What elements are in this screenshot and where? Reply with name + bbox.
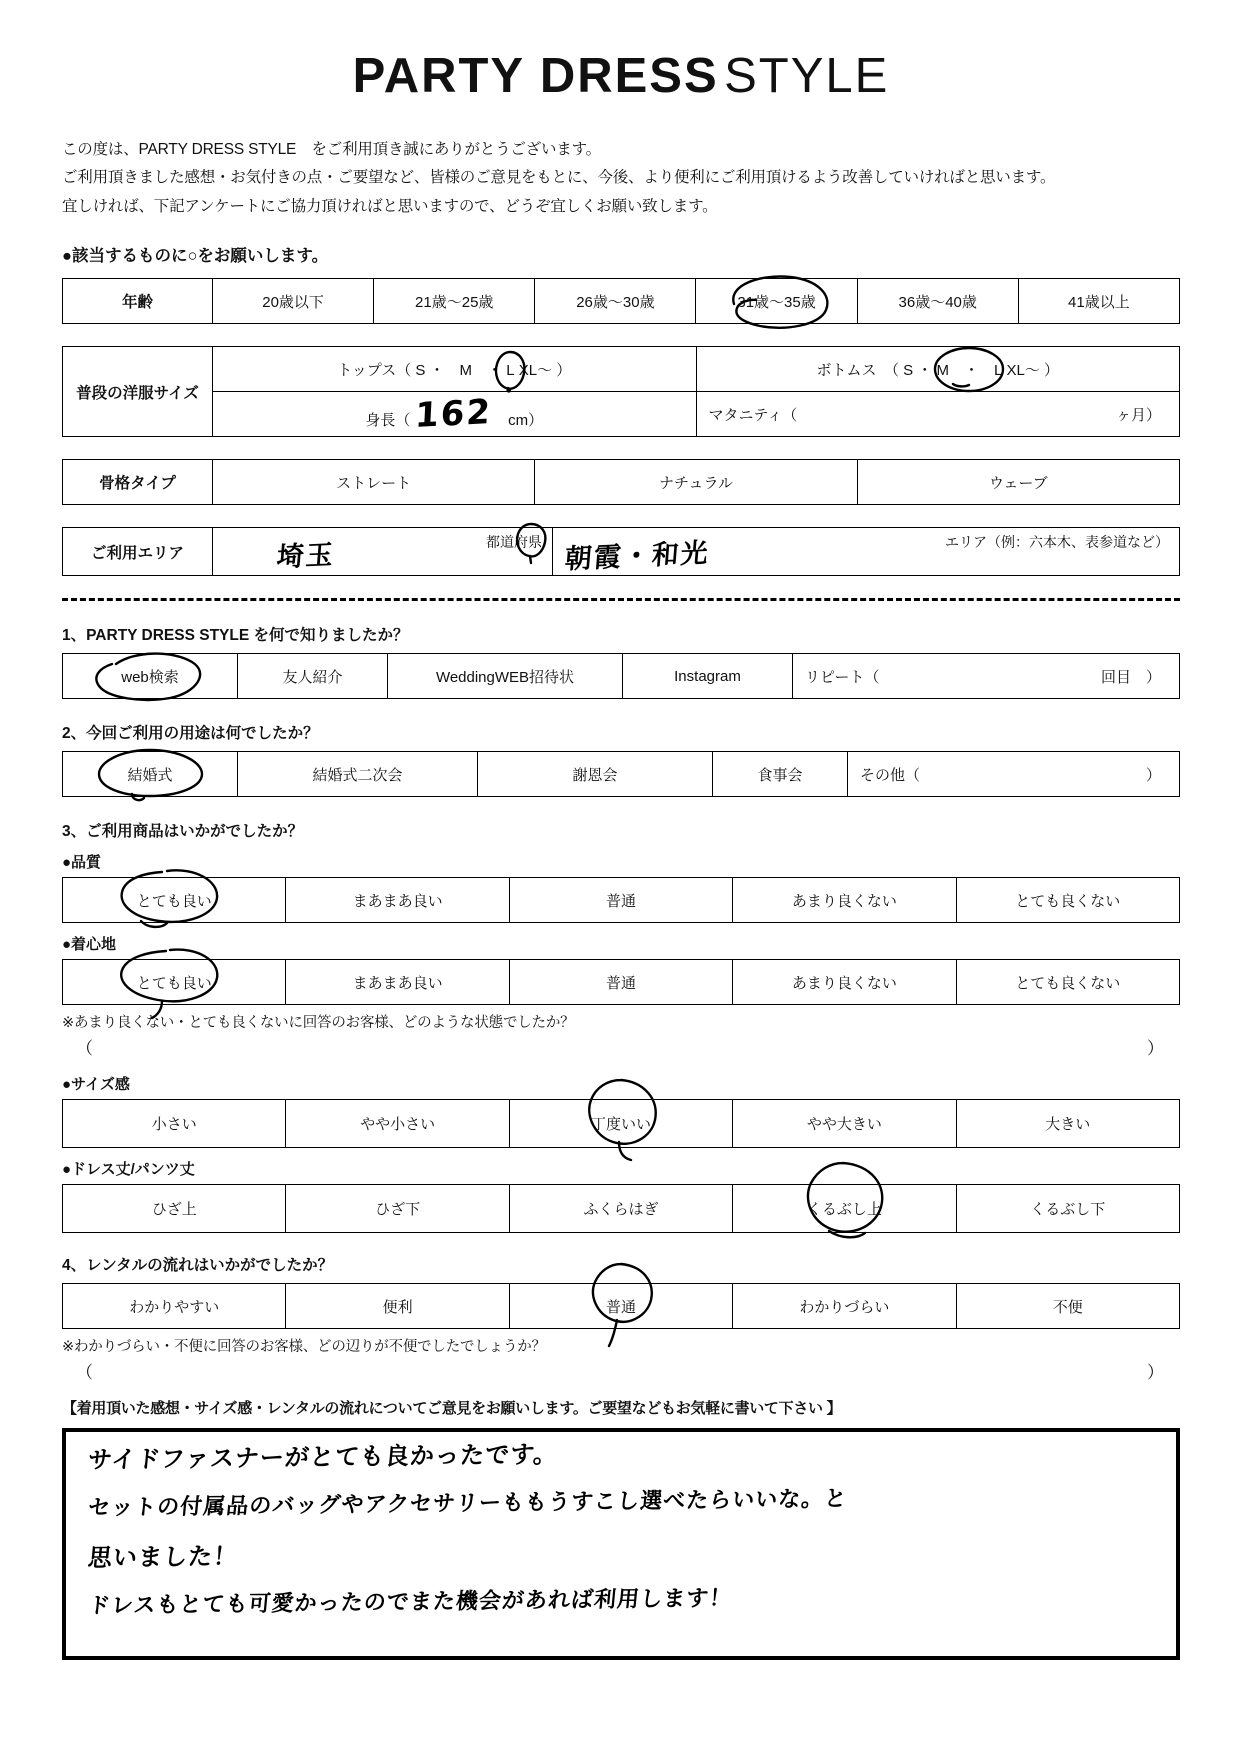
comfort-option-1[interactable] <box>286 960 509 1005</box>
q1-repeat-suffix: 回目 ） <box>1100 668 1161 686</box>
table-row <box>63 392 1180 437</box>
q3-comfort-note: ※あまり良くない・とても良くないに回答のお客様、どのような状態でしたか？ <box>62 1015 575 1032</box>
body-type-option-0[interactable] <box>213 460 535 505</box>
age-option-0[interactable] <box>213 279 374 324</box>
size-feel-option-label: 大きい <box>1045 1116 1091 1134</box>
q2-option-label: 食事会 <box>757 766 803 784</box>
comfort-option-0-selected[interactable] <box>63 960 286 1005</box>
q3-title: 3、ご利用商品はいかがでしたか？ <box>62 823 304 841</box>
prefecture-cell[interactable] <box>213 528 553 576</box>
comfort-selected-wrap <box>137 972 212 993</box>
bottoms-selected-label: M ・ L <box>936 361 1003 379</box>
q2-selected-wrap <box>127 764 172 785</box>
comment-line-2: セットの付属品のバッグやアクセサリーももうすこし選べたらいいな。と <box>86 1486 849 1522</box>
table-row <box>63 752 1180 797</box>
q1-option-label: 友人紹介 <box>282 668 343 686</box>
table-row <box>63 347 1180 392</box>
height-unit: cm） <box>508 412 544 430</box>
age-option-label: 36歳〜40歳 <box>898 293 977 311</box>
q4-title: 4、レンタルの流れはいかがでしたか？ <box>62 1257 334 1275</box>
q3-size-feel-label: ●サイズ感 <box>62 1076 130 1094</box>
q4-option-label: 便利 <box>382 1298 413 1316</box>
area-table <box>62 527 1180 576</box>
q1-table <box>62 653 1180 699</box>
comment-box[interactable] <box>62 1428 1180 1660</box>
section-divider <box>62 598 1180 601</box>
prefecture-suffix-wrap <box>486 532 548 552</box>
area-name-cell[interactable] <box>553 528 1180 576</box>
age-option-label: 31歳〜35歳 <box>737 293 816 311</box>
length-option-1[interactable] <box>286 1185 509 1233</box>
age-option-4[interactable] <box>857 279 1018 324</box>
size-feel-option-0[interactable] <box>63 1100 286 1148</box>
size-feel-option-4[interactable] <box>956 1100 1179 1148</box>
q2-title: 2、今回ご利用の用途は何でしたか？ <box>62 725 319 743</box>
length-option-3-selected[interactable] <box>733 1185 956 1233</box>
prefecture-suffix-label: 都道府県 <box>486 534 542 551</box>
intro-paragraph <box>62 140 1180 216</box>
intro-line-2: ご利用頂きました感想・お気付きの点・ご要望など、皆様のご意見をもとに、今後、より便利にご利用頂けるよう改善していければと思います。 <box>62 169 1056 187</box>
q1-option-0-selected[interactable] <box>63 654 238 699</box>
age-option-3-selected[interactable] <box>696 279 857 324</box>
length-option-label: ふくらはぎ <box>583 1201 659 1219</box>
q4-option-2-selected[interactable] <box>509 1284 732 1329</box>
maternity-cell[interactable] <box>696 392 1180 437</box>
tops-prefix: トップス（ S ・ M ・ <box>337 361 503 379</box>
clothing-size-label: 普段の洋服サイズ <box>63 347 213 437</box>
q3-length-label: ●ドレス丈/パンツ丈 <box>62 1161 195 1179</box>
comment-prompt: 【着用頂いた感想・サイズ感・レンタルの流れについてご意見をお願いします。ご要望などもお気軽に書いて下さい 】 <box>62 1400 842 1418</box>
paren-close: ） <box>1147 1363 1164 1383</box>
circle-instruction: ●該当するものに○をお願いします。 <box>62 247 329 266</box>
quality-option-4[interactable] <box>956 878 1179 923</box>
length-option-2[interactable] <box>509 1185 732 1233</box>
age-option-2[interactable] <box>535 279 696 324</box>
quality-option-label: まあまあ良い <box>352 892 443 910</box>
maternity-label: マタニティ（ <box>708 406 798 424</box>
q3-quality-table <box>62 877 1180 923</box>
comfort-option-4[interactable] <box>956 960 1179 1005</box>
brand-bold: PARTY DRESS <box>352 49 719 103</box>
area-label: ご利用エリア <box>63 528 213 576</box>
length-option-label: ひざ上 <box>151 1201 197 1219</box>
q3-quality-label: ●品質 <box>62 854 102 872</box>
q4-free-text-field[interactable] <box>62 1358 1180 1383</box>
quality-option-label: とても良い <box>136 892 212 910</box>
age-selected-wrap <box>737 291 815 312</box>
intro-line-1: この度は、PARTY DRESS STYLE をご利用頂き誠にありがとうございます。 <box>62 141 601 158</box>
q1-title: 1、PARTY DRESS STYLE を何で知りましたか？ <box>62 627 409 645</box>
q3-length-table <box>62 1184 1180 1233</box>
q4-option-3[interactable] <box>733 1284 956 1329</box>
q2-other-close: ） <box>1145 766 1161 784</box>
quality-option-label: とても良くない <box>1015 892 1121 910</box>
age-option-5[interactable] <box>1018 279 1179 324</box>
comfort-option-label: 普通 <box>605 974 636 992</box>
q1-option-label: web検索 <box>121 668 179 686</box>
age-option-label: 41歳以上 <box>1068 293 1130 311</box>
comfort-option-label: あまり良くない <box>791 974 897 992</box>
table-row <box>63 528 1180 576</box>
height-label: 身長（ <box>365 412 411 430</box>
table-row <box>63 1185 1180 1233</box>
body-type-option-label: ウェーブ <box>989 474 1048 492</box>
body-type-option-2[interactable] <box>857 460 1179 505</box>
quality-option-label: あまり良くない <box>791 892 897 910</box>
q1-option-3[interactable] <box>623 654 793 699</box>
intro-line-3: 宜しければ、下記アンケートにご協力頂ければと思いますので、どうぞ宜しくお願い致します。 <box>62 197 718 215</box>
length-option-label: ひざ下 <box>375 1201 421 1219</box>
body-type-option-label: ナチュラル <box>658 474 734 492</box>
q3-size-feel-table <box>62 1099 1180 1148</box>
quality-option-2[interactable] <box>509 878 732 923</box>
q4-option-1[interactable] <box>286 1284 509 1329</box>
q2-option-label: 謝恩会 <box>572 766 618 784</box>
q4-option-0[interactable] <box>63 1284 286 1329</box>
table-row <box>63 279 1180 324</box>
comfort-option-2[interactable] <box>509 960 732 1005</box>
size-feel-option-2-selected[interactable] <box>509 1100 732 1148</box>
body-type-option-label: ストレート <box>336 474 412 492</box>
q2-option-0-selected[interactable] <box>63 752 238 797</box>
q2-option-3[interactable] <box>713 752 848 797</box>
q3-comfort-table <box>62 959 1180 1005</box>
table-row <box>63 654 1180 699</box>
tops-size-cell[interactable] <box>213 347 697 392</box>
q4-selected-wrap <box>606 1296 636 1317</box>
clothing-size-table <box>62 346 1180 437</box>
prefecture-handwritten-value: 埼玉 <box>275 539 336 574</box>
size-feel-option-label: やや小さい <box>360 1116 436 1134</box>
size-feel-option-label: 小さい <box>151 1116 197 1134</box>
table-row <box>63 1100 1180 1148</box>
q2-other-label: その他（ <box>860 766 921 784</box>
table-row <box>63 960 1180 1005</box>
paren-close: ） <box>1147 1039 1164 1059</box>
q4-option-label: わかりやすい <box>129 1298 220 1316</box>
table-row <box>63 1284 1180 1329</box>
quality-option-3[interactable] <box>733 878 956 923</box>
q2-table <box>62 751 1180 797</box>
q3-free-text-field[interactable] <box>62 1034 1180 1059</box>
quality-option-label: 普通 <box>605 892 636 910</box>
q1-option-4-repeat[interactable] <box>793 654 1180 699</box>
age-table <box>62 278 1180 324</box>
bottoms-selected-wrap <box>936 359 1002 380</box>
size-feel-selected-wrap <box>591 1113 651 1134</box>
bottoms-prefix: ボトムス （ S ・ <box>816 361 933 379</box>
q4-option-label: 不便 <box>1052 1298 1083 1316</box>
q3-comfort-label: ●着心地 <box>62 936 117 954</box>
comment-line-4: ドレスもとても可愛かったのでまた機会があれば利用します！ <box>86 1586 734 1620</box>
q1-selected-wrap <box>121 666 179 687</box>
size-feel-option-label: 丁度いい <box>590 1116 651 1134</box>
size-feel-option-1[interactable] <box>286 1100 509 1148</box>
quality-option-1[interactable] <box>286 878 509 923</box>
bottoms-size-cell[interactable] <box>696 347 1180 392</box>
comfort-option-label: とても良い <box>136 974 212 992</box>
comfort-option-label: とても良くない <box>1015 974 1121 992</box>
q4-option-label: 普通 <box>605 1298 636 1316</box>
q2-option-1[interactable] <box>238 752 478 797</box>
bottoms-suffix: XL〜 ） <box>1006 361 1060 379</box>
age-label: 年齢 <box>63 279 213 324</box>
tops-suffix: XL〜 ） <box>518 361 572 379</box>
q4-option-4[interactable] <box>956 1284 1179 1329</box>
q2-option-2[interactable] <box>478 752 713 797</box>
size-feel-option-label: やや大きい <box>806 1116 882 1134</box>
q1-repeat-label: リピート（ <box>805 668 880 686</box>
size-feel-option-3[interactable] <box>733 1100 956 1148</box>
body-type-option-1[interactable] <box>535 460 857 505</box>
brand-light: STYLE <box>724 49 890 103</box>
body-type-label: 骨格タイプ <box>63 460 213 505</box>
height-handwritten-value: 162 <box>413 392 493 437</box>
age-option-label: 20歳以下 <box>262 293 324 311</box>
brand-title <box>62 0 1180 114</box>
body-type-table <box>62 459 1180 505</box>
quality-selected-wrap <box>137 890 212 911</box>
table-row <box>63 460 1180 505</box>
area-hint-label: エリア（例：六本木、表参道など） <box>945 534 1169 551</box>
q2-option-4-other[interactable] <box>848 752 1180 797</box>
maternity-unit: ヶ月） <box>1115 406 1161 424</box>
length-option-4[interactable] <box>956 1185 1179 1233</box>
age-option-label: 21歳〜25歳 <box>415 293 494 311</box>
q4-table <box>62 1283 1180 1329</box>
age-option-label: 26歳〜30歳 <box>576 293 655 311</box>
comfort-option-3[interactable] <box>733 960 956 1005</box>
length-option-0[interactable] <box>63 1185 286 1233</box>
age-option-1[interactable] <box>374 279 535 324</box>
q2-option-label: 結婚式 <box>127 766 173 784</box>
q1-option-1[interactable] <box>238 654 388 699</box>
paren-open: （ <box>76 1363 93 1383</box>
comfort-option-label: まあまあ良い <box>352 974 443 992</box>
q1-option-label: WeddingWEB招待状 <box>435 668 575 686</box>
length-option-label: くるぶし上 <box>806 1201 882 1219</box>
tops-selected-wrap <box>506 362 514 379</box>
q2-option-label: 結婚式二次会 <box>312 766 403 784</box>
tops-selected-label: L <box>506 361 515 379</box>
length-option-label: くるぶし下 <box>1030 1201 1106 1219</box>
height-cell[interactable] <box>213 392 697 437</box>
quality-option-0-selected[interactable] <box>63 878 286 923</box>
area-handwritten-value: 朝霞・和光 <box>563 537 711 576</box>
q1-option-label: Instagram <box>674 667 741 685</box>
q4-note: ※わかりづらい・不便に回答のお客様、どの辺りが不便でしたでしょうか？ <box>62 1339 546 1356</box>
q1-option-2[interactable] <box>388 654 623 699</box>
paren-open: （ <box>76 1039 93 1059</box>
length-selected-wrap <box>807 1198 882 1219</box>
comment-line-1: サイドファスナーがとても良かったです。 <box>86 1440 560 1475</box>
q4-option-label: わかりづらい <box>799 1298 890 1316</box>
table-row <box>63 878 1180 923</box>
comment-line-3: 思いました！ <box>86 1542 240 1573</box>
